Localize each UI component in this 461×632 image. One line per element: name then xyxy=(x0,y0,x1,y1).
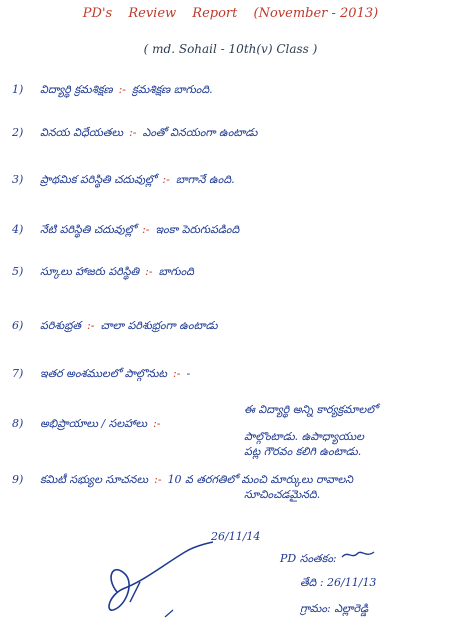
item-1 xyxy=(12,82,452,97)
title-part1: PD's xyxy=(82,6,113,21)
item-number: 6) xyxy=(12,319,24,332)
item-value: క్రమశిక్షణ బాగుంది. xyxy=(132,83,213,96)
item-number: 9) xyxy=(12,473,24,486)
pd-signature-label: PD సంతకం: xyxy=(280,552,337,565)
item-number: 1) xyxy=(12,83,24,96)
item-number: 7) xyxy=(12,367,24,380)
pd-signature-row xyxy=(280,548,460,568)
item-separator: :- xyxy=(142,223,150,236)
item-separator: :- xyxy=(173,367,181,380)
item-label: నేటి పరిస్థితి చదువుల్లో xyxy=(40,223,137,236)
item-value: బాగుంది xyxy=(158,265,194,278)
title-part4: (November - 2013) xyxy=(253,6,379,21)
item-number: 8) xyxy=(12,417,24,430)
item-5 xyxy=(12,264,452,279)
item-separator: :- xyxy=(162,173,170,186)
item-value-line: సూచించడమైనది. xyxy=(244,488,321,501)
item-4 xyxy=(12,222,452,237)
item-value: చాలా పరిశుభ్రంగా ఉంటాడు xyxy=(100,319,218,332)
item-6 xyxy=(12,318,452,333)
report-title xyxy=(0,6,461,21)
item-number: 2) xyxy=(12,126,24,139)
item-value-line: ఈ విద్యార్థి అన్ని కార్యక్రమాలలో xyxy=(244,403,378,416)
item-label: స్కూలు హాజరు పరిస్థితి xyxy=(40,265,140,278)
place-label: గ్రామం: xyxy=(300,602,331,615)
date-label: తేది : xyxy=(300,576,324,589)
item-label: ఇతర అంశములలో పాల్గొనుట xyxy=(40,367,168,380)
item-value: బాగానే ఉంది. xyxy=(175,173,235,186)
date-value: 26/11/13 xyxy=(327,576,377,589)
item-separator: :- xyxy=(145,265,153,278)
signature-date: 26/11/14 xyxy=(211,530,261,543)
item-value-line: పట్ల గౌరవం కలిగి ఉంటాడు. xyxy=(244,445,362,458)
item-3 xyxy=(12,172,452,187)
item-number: 5) xyxy=(12,265,24,278)
student-subtitle: ( md. Sohail - 10th(v) Class ) xyxy=(143,42,318,56)
pd-signature-mark xyxy=(340,548,376,562)
item-7 xyxy=(12,366,452,381)
item-label: కమిటీ సభ్యుల సూచనలు xyxy=(40,473,149,486)
item-separator: :- xyxy=(87,319,95,332)
place-row xyxy=(300,602,461,618)
item-separator: :- xyxy=(153,417,161,430)
place-value: ఎల్లారెడ్డి xyxy=(334,602,369,615)
title-part3: Report xyxy=(192,6,238,21)
item-separator: :- xyxy=(129,126,137,139)
item-value: ఎంతో వినయంగా ఉంటాడు xyxy=(142,126,258,139)
item-value-line: పాల్గొంటాడు. ఉపాధ్యాయుల xyxy=(244,430,364,443)
item-separator: :- xyxy=(154,473,162,486)
item-8 xyxy=(12,402,452,459)
item-number: 4) xyxy=(12,223,24,236)
item-label: వినయ విధేయతలు xyxy=(40,126,124,139)
date-row xyxy=(300,576,461,592)
item-value: - xyxy=(186,367,191,380)
item-separator: :- xyxy=(118,83,127,96)
item-2 xyxy=(12,125,452,140)
item-label: విద్యార్థి క్రమశిక్షణ xyxy=(40,83,113,96)
item-number: 3) xyxy=(12,173,24,186)
item-9 xyxy=(12,472,452,502)
item-label: అభిప్రాయాలు / సలహాలు xyxy=(40,417,148,430)
item-label: పరిశుభ్రత xyxy=(40,319,82,332)
title-part2: Review xyxy=(128,6,177,21)
item-label: ప్రాథమిక పరిస్థితి చదువుల్లో xyxy=(40,173,157,186)
item-value-line: 10 వ తరగతిలో మంచి మార్కులు రావాలని xyxy=(167,473,354,486)
item-value: ఇంకా పెరుగుపడింది xyxy=(155,223,240,236)
principal-signature xyxy=(95,522,265,622)
